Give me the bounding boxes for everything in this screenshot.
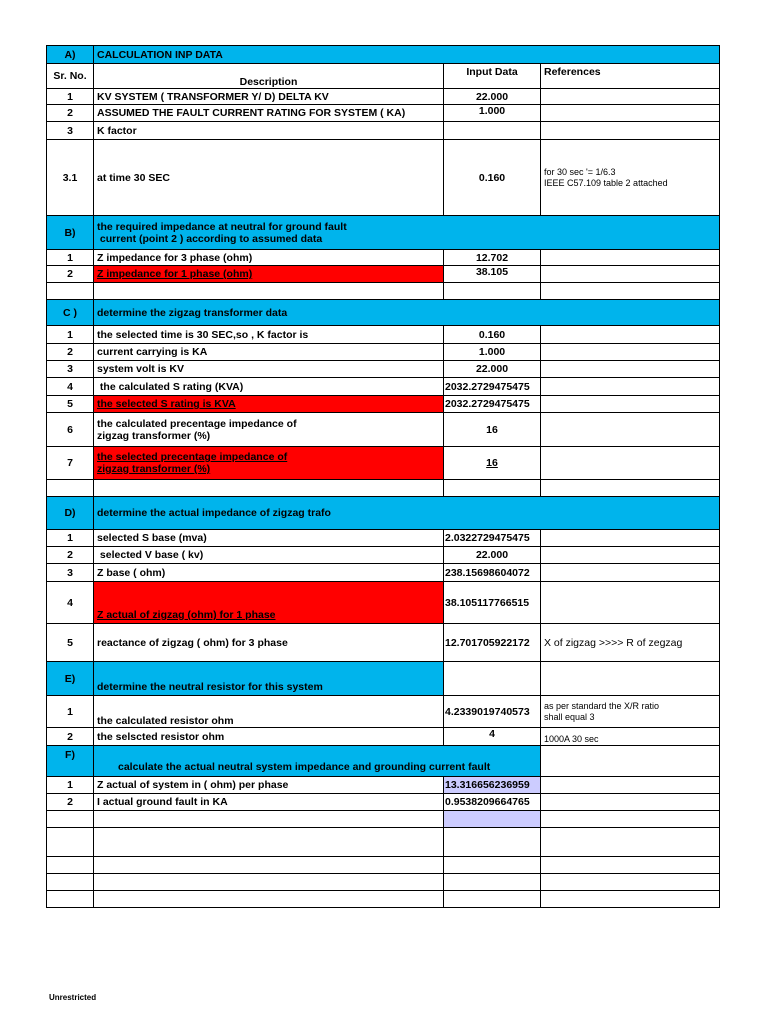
row-reference <box>541 89 720 105</box>
row-reference <box>541 447 720 480</box>
row-input[interactable]: 22.000 <box>444 89 541 105</box>
col-header-sr: Sr. No. <box>47 64 94 89</box>
section-e-header <box>47 662 720 696</box>
row-sr: 2 <box>47 266 94 283</box>
row-reference <box>541 746 720 777</box>
footer-classification: Unrestricted <box>49 993 97 1002</box>
section-title: determine the neutral resistor for this system <box>94 662 444 696</box>
section-b-header <box>47 216 720 250</box>
row-input[interactable]: 0.160 <box>444 326 541 344</box>
row-description: the selected time is 30 SEC,so , K factor is <box>94 326 444 344</box>
row-description: K factor <box>94 122 444 140</box>
section-d-header <box>47 497 720 530</box>
row-description: Z base ( ohm) <box>94 564 444 582</box>
row-input[interactable]: 1.000 <box>444 105 541 122</box>
row-reference <box>541 378 720 396</box>
row-sr: 6 <box>47 413 94 447</box>
row-sr: 3 <box>47 564 94 582</box>
section-letter: F) <box>47 746 94 777</box>
row-description: reactance of zigzag ( ohm) for 3 phase <box>94 624 444 662</box>
section-title <box>94 216 720 250</box>
row-sr: 2 <box>47 105 94 122</box>
row-sr: 3.1 <box>47 140 94 216</box>
row-reference: 1000A 30 sec <box>541 728 720 746</box>
table-row <box>47 794 720 811</box>
row-input[interactable]: 22.000 <box>444 361 541 378</box>
section-letter: D) <box>47 497 94 530</box>
row-sr: 1 <box>47 777 94 794</box>
row-sr: 2 <box>47 794 94 811</box>
row-reference <box>541 361 720 378</box>
calculation-sheet <box>46 45 719 908</box>
row-reference <box>541 794 720 811</box>
row-sr: 1 <box>47 250 94 266</box>
row-reference: X of zigzag >>>> R of zegzag <box>541 624 720 662</box>
row-reference <box>541 530 720 547</box>
table-row <box>47 564 720 582</box>
section-letter: C ) <box>47 300 94 326</box>
row-input[interactable]: 13.316656236959 <box>444 777 541 794</box>
row-input[interactable]: 12.701705922172 <box>444 624 541 662</box>
row-reference <box>541 696 720 728</box>
row-sr: 1 <box>47 530 94 547</box>
row-description: selected V base ( kv) <box>94 547 444 564</box>
table-row <box>47 777 720 794</box>
row-sr: 5 <box>47 624 94 662</box>
row-description: selected S base (mva) <box>94 530 444 547</box>
row-input[interactable]: 38.105 <box>444 266 541 283</box>
empty-row <box>47 857 720 874</box>
row-reference <box>541 547 720 564</box>
table-row <box>47 326 720 344</box>
row-description: I actual ground fault in KA <box>94 794 444 811</box>
row-sr: 1 <box>47 696 94 728</box>
table-row <box>47 105 720 122</box>
row-sr: 5 <box>47 396 94 413</box>
row-sr: 3 <box>47 361 94 378</box>
empty-row <box>47 874 720 891</box>
row-reference <box>541 582 720 624</box>
row-description: Z actual of system in ( ohm) per phase <box>94 777 444 794</box>
section-c-header <box>47 300 720 326</box>
calculation-table <box>46 45 720 908</box>
description-line: zigzag transformer (%) <box>97 429 211 442</box>
row-description: the selscted resistor ohm <box>94 728 444 746</box>
table-row <box>47 728 720 746</box>
row-input[interactable] <box>444 122 541 140</box>
row-description-highlighted: the selected S rating is KVA <box>94 396 444 413</box>
row-sr: 4 <box>47 582 94 624</box>
row-sr: 4 <box>47 378 94 396</box>
row-sr: 2 <box>47 344 94 361</box>
table-row <box>47 361 720 378</box>
section-title: calculate the actual neutral system impedance and grounding current fault <box>94 746 541 777</box>
row-reference <box>541 662 720 696</box>
row-reference <box>541 396 720 413</box>
reference-line: for 30 sec '= 1/6.3 <box>544 166 616 177</box>
row-reference <box>541 266 720 283</box>
row-sr: 7 <box>47 447 94 480</box>
reference-line: shall equal 3 <box>544 711 595 722</box>
table-row <box>47 547 720 564</box>
row-description-highlighted <box>94 447 444 480</box>
empty-row <box>47 283 720 300</box>
row-reference <box>541 105 720 122</box>
row-reference <box>541 344 720 361</box>
row-input[interactable]: 16 <box>444 447 541 480</box>
reference-line: IEEE C57.109 table 2 attached <box>544 177 668 188</box>
section-title-line: the required impedance at neutral for ground fault <box>97 220 347 233</box>
section-title: determine the zigzag transformer data <box>94 300 720 326</box>
col-header-description: Description <box>94 64 444 89</box>
table-row <box>47 396 720 413</box>
empty-row <box>47 811 720 828</box>
row-reference <box>541 250 720 266</box>
empty-row <box>47 891 720 908</box>
section-title: CALCULATION INP DATA <box>94 46 720 64</box>
row-input[interactable]: 0.9538209664765 <box>444 794 541 811</box>
column-header-row <box>47 64 720 89</box>
row-description: the calculated resistor ohm <box>94 696 444 728</box>
row-input[interactable]: 4 <box>444 728 541 746</box>
row-input[interactable]: 12.702 <box>444 250 541 266</box>
reference-line: as per standard the X/R ratio <box>544 700 660 711</box>
row-description: the calculated S rating (KVA) <box>94 378 444 396</box>
table-row <box>47 122 720 140</box>
table-row <box>47 89 720 105</box>
row-input[interactable]: 1.000 <box>444 344 541 361</box>
empty-row <box>47 828 720 857</box>
table-row <box>47 378 720 396</box>
row-sr: 2 <box>47 728 94 746</box>
row-description <box>94 413 444 447</box>
section-a-header <box>47 46 720 64</box>
row-reference <box>541 140 720 216</box>
row-description-highlighted: Z actual of zigzag (ohm) for 1 phase <box>94 582 444 624</box>
description-line: the selected precentage impedance of <box>97 451 288 463</box>
table-row <box>47 413 720 447</box>
row-reference <box>541 326 720 344</box>
section-letter: B) <box>47 216 94 250</box>
section-title: determine the actual impedance of zigzag trafo <box>94 497 720 530</box>
row-input[interactable]: 22.000 <box>444 547 541 564</box>
row-sr: 3 <box>47 122 94 140</box>
row-input[interactable]: 2.0322729475475 <box>444 530 541 547</box>
description-line: zigzag transformer (%) <box>97 463 211 475</box>
col-header-references: References <box>541 64 720 89</box>
section-f-header <box>47 746 720 777</box>
row-description: Z impedance for 3 phase (ohm) <box>94 250 444 266</box>
table-row <box>47 140 720 216</box>
row-sr: 1 <box>47 326 94 344</box>
table-row <box>47 447 720 480</box>
row-input[interactable]: 4.2339019740573 <box>444 696 541 728</box>
table-row <box>47 266 720 283</box>
row-reference <box>541 564 720 582</box>
row-sr: 1 <box>47 89 94 105</box>
row-description: current carrying is KA <box>94 344 444 361</box>
row-description-highlighted: Z impedance for 1 phase (ohm) <box>94 266 444 283</box>
table-row <box>47 624 720 662</box>
row-input[interactable]: 2032.2729475475 <box>444 378 541 396</box>
row-input[interactable]: 2032.2729475475 <box>444 396 541 413</box>
table-row <box>47 696 720 728</box>
row-reference <box>541 122 720 140</box>
row-reference <box>541 413 720 447</box>
row-description: ASSUMED THE FAULT CURRENT RATING FOR SYSTEM ( KA) <box>94 105 444 122</box>
row-description: system volt is KV <box>94 361 444 378</box>
col-header-input: Input Data <box>444 64 541 89</box>
table-row <box>47 344 720 361</box>
description-line: the calculated precentage impedance of <box>97 417 297 430</box>
section-title-line: current (point 2 ) according to assumed data <box>97 232 323 245</box>
table-row <box>47 582 720 624</box>
section-letter: A) <box>47 46 94 64</box>
section-letter: E) <box>47 662 94 696</box>
row-input <box>444 662 541 696</box>
empty-row <box>47 480 720 497</box>
row-description: at time 30 SEC <box>94 140 444 216</box>
row-input[interactable]: 238.15698604072 <box>444 564 541 582</box>
table-row <box>47 250 720 266</box>
row-sr: 2 <box>47 547 94 564</box>
row-input[interactable]: 16 <box>444 413 541 447</box>
row-reference <box>541 777 720 794</box>
table-row <box>47 530 720 547</box>
row-input[interactable]: 38.105117766515 <box>444 582 541 624</box>
row-input[interactable]: 0.160 <box>444 140 541 216</box>
row-description: KV SYSTEM ( TRANSFORMER Y/ D) DELTA KV <box>94 89 444 105</box>
